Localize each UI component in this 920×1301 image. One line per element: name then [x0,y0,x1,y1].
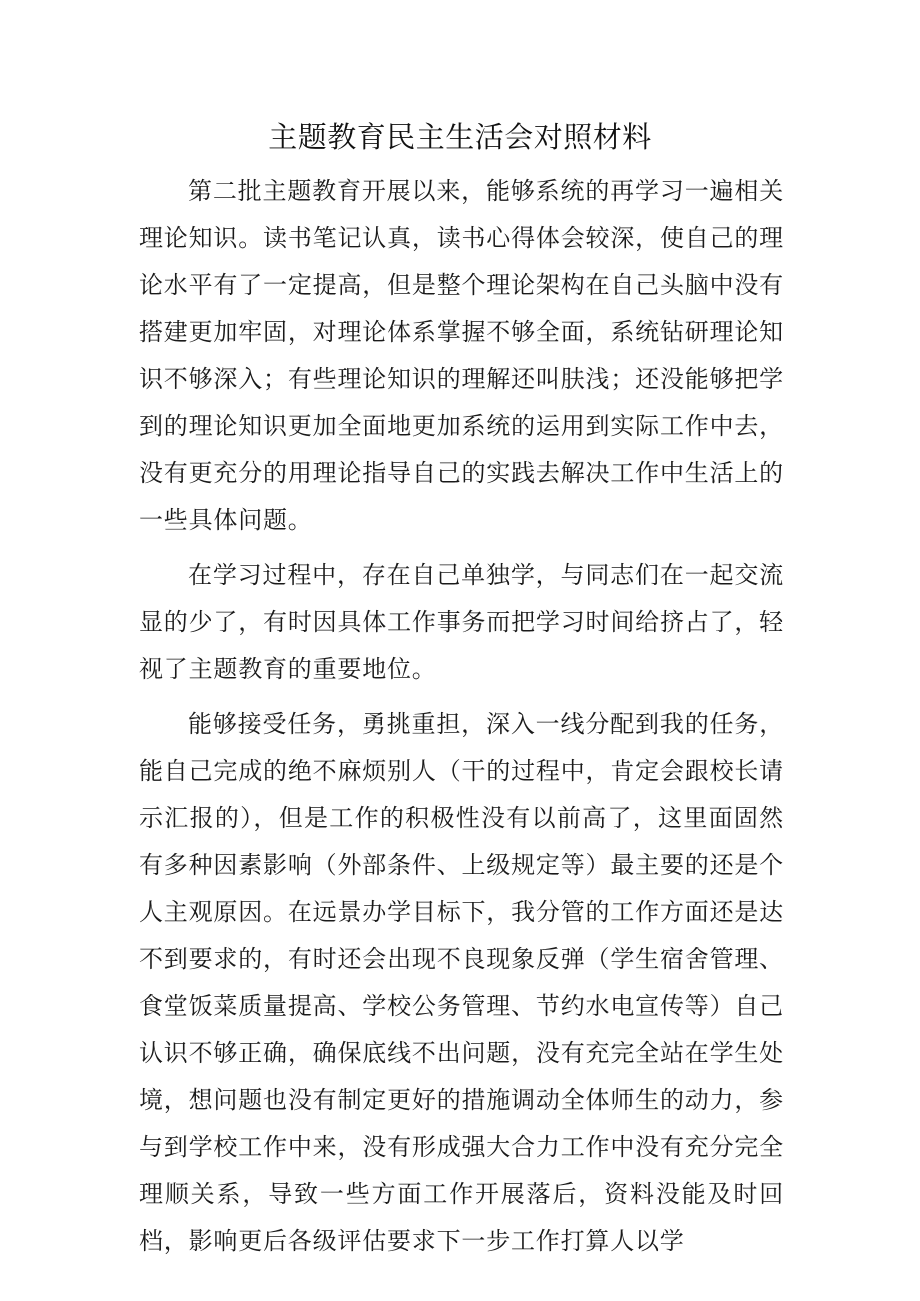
paragraph-1: 第二批主题教育开展以来，能够系统的再学习一遍相关理论知识。读书笔记认真，读书心得体会较深，使自己的理论水平有了一定提高，但是整个理论架构在自己头脑中没有搭建更加牢固，对理论体系掌握不够全面，系统钻研理论知识不够深入；有些理论知识的理解还叫肤浅；还没能够把学到的理论知识更加全面地更加系统的运用到实际工作中去，没有更充分的用理论指导自己的实践去解决工作中生活上的一些具体问题。 [139,177,784,534]
paragraph-3: 能够接受任务，勇挑重担，深入一线分配到我的任务，能自己完成的绝不麻烦别人（干的过程中，肯定会跟校长请示汇报的），但是工作的积极性没有以前高了，这里面固然有多种因素影响（外部条件、上级规定等）最主要的还是个人主观原因。在远景办学目标下，我分管的工作方面还是达不到要求的，有时还会出现不良现象反弹（学生宿舍管理、食堂饭菜质量提高、学校公务管理、节约水电宣传等）自己认识不够正确，确保底线不出问题，没有充完全站在学生处境，想问题也没有制定更好的措施调动全体师生的动力，参与到学校工作中来，没有形成强大合力工作中没有充分完全理顺关系，导致一些方面工作开展落后，资料没能及时回档，影响更后各级评估要求下一步工作打算人以学 [139,710,784,1255]
paragraph-2: 在学习过程中，存在自己单独学，与同志们在一起交流显的少了，有时因具体工作事务而把学习时间给挤占了，轻视了主题教育的重要地位。 [139,561,784,683]
document-title: 主题教育民主生活会对照材料 [268,120,652,154]
document-body [139,168,784,1273]
